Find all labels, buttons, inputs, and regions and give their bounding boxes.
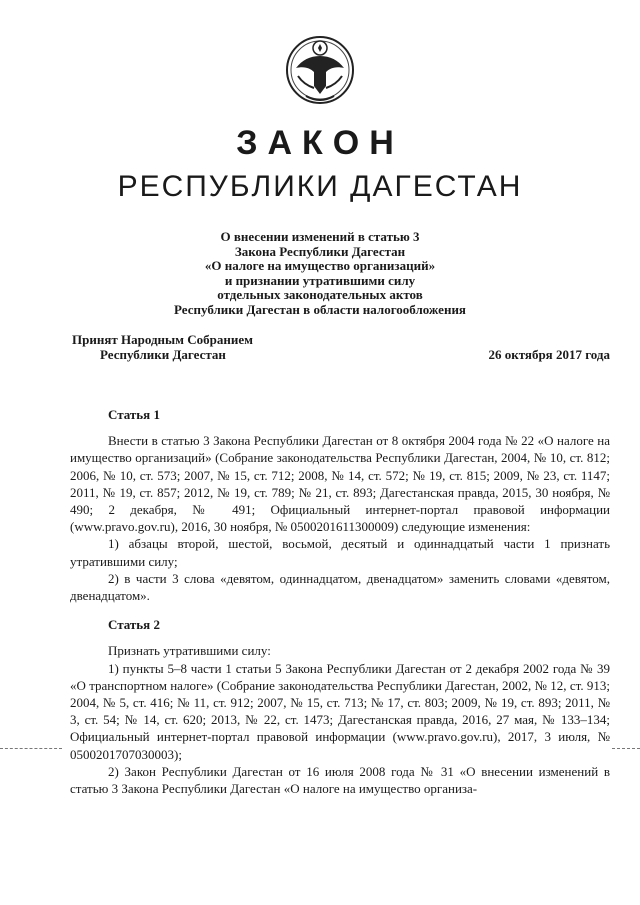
adoption-line-2: Республики Дагестан bbox=[100, 346, 226, 362]
subtitle-line: и признании утратившими силу bbox=[224, 272, 416, 288]
article-2-heading: Статья 2 bbox=[108, 617, 160, 633]
subtitle-line: О внесении изменений в статью 3 bbox=[220, 229, 420, 244]
coat-of-arms-icon bbox=[284, 30, 356, 110]
article-2-paragraph: 1) пункты 5–8 части 1 статьи 5 Закона Республики Дагестан от 2 декабря 2002 года № 39 «О транспортном налоге» (Собрание законодательства Республики Дагестан, 2002, № 12, ст. 913; 2004, № 5, ст. 416; № 11, ст. 912; 2007, № 15, ст. 713; № 17, ст. 803; 2009, № 19, ст. 893; 2011, № 3, ст. 54; № 14, ст. 620; 2013, № 22, ст. 1473; Дагестанская правда, 2016, 27 мая, № 133–134; Официальный интернет-портал правовой информации (www.pravo.gov.ru), 2017, 3 июля, № 0500201707030003); bbox=[70, 660, 610, 762]
article-2-paragraph: 2) Закон Республики Дагестан от 16 июля 2008 года № 31 «О внесении изменений в статью 3 Закона Республики Дагестан «О налоге на имущество организа- bbox=[70, 763, 610, 797]
law-subtitle bbox=[100, 230, 540, 317]
subtitle-line: «О налоге на имущество организаций» bbox=[204, 258, 436, 273]
adoption-line-1: Принят Народным Собранием bbox=[72, 332, 254, 347]
law-title: ЗАКОН bbox=[236, 124, 404, 162]
scan-artifact-line bbox=[612, 748, 640, 749]
law-republic-title: РЕСПУБЛИКИ ДАГЕСТАН bbox=[117, 170, 523, 203]
article-1-paragraph: 1) абзацы второй, шестой, восьмой, десятый и одиннадцатый части 1 признать утратившими силу; bbox=[70, 536, 610, 569]
subtitle-line: Республики Дагестан в области налогообложения bbox=[174, 301, 466, 317]
article-1-heading: Статья 1 bbox=[108, 407, 160, 422]
article-2-paragraph: Признать утратившими силу: bbox=[108, 643, 271, 659]
adoption-date: 26 октября 2017 года bbox=[488, 347, 610, 362]
article-1-paragraph: 2) в части 3 слова «девятом, одиннадцатом, двенадцатом» заменить словами «девятом, двенадцатом». bbox=[70, 570, 610, 604]
adoption-note bbox=[72, 333, 253, 362]
scan-artifact-line bbox=[0, 748, 62, 749]
article-1-paragraph: Внести в статью 3 Закона Республики Дагестан от 8 октября 2004 года № 22 «О налоге на имущество организаций» (Собрание законодательства Республики Дагестан, 2004, № 10, ст. 812; 2006, № 10, ст. 573; 2007, № 15, ст. 712; 2008, № 14, ст. 572; № 19, ст. 815; 2009, № 23, ст. 1147; 2011, № 19, ст. 857; 2012, № 19, ст. 789; № 21, ст. 893; Дагестанская правда, 2015, 30 ноября, № 490; 2 декабря, № 491; Официальный интернет-портал правовой информации (www.pravo.gov.ru), 2016, 30 ноября, № 0500201611300009) следующие изменения: bbox=[70, 433, 610, 535]
law-body bbox=[70, 406, 610, 797]
subtitle-line: отдельных законодательных актов bbox=[217, 287, 423, 302]
subtitle-line: Закона Республики Дагестан bbox=[234, 243, 406, 259]
